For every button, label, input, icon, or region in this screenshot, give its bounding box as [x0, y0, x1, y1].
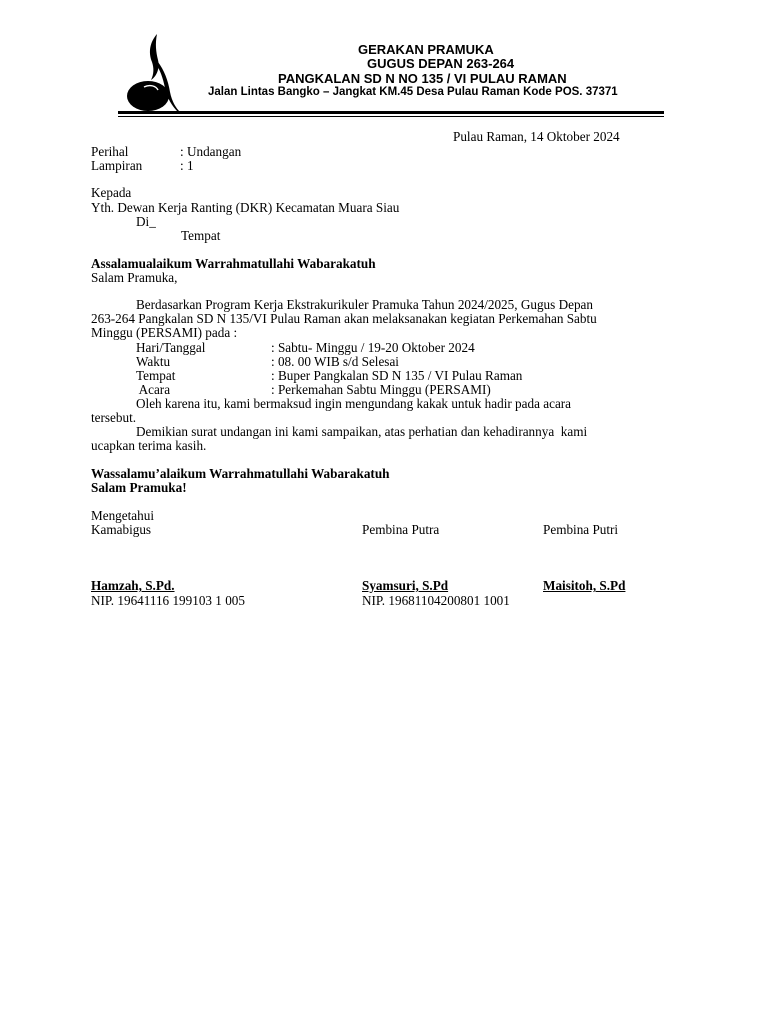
pembina-putra-nip: NIP. 19681104200801 1001: [362, 593, 510, 608]
place-date: Pulau Raman, 14 Oktober 2024: [453, 129, 620, 144]
recipient-kepada: Kepada: [91, 185, 132, 200]
org-name: GERAKAN PRAMUKA: [358, 42, 494, 57]
letterhead-rule-thin: [118, 116, 664, 117]
perihal-label: Perihal: [91, 144, 129, 159]
kamabigus-title: Kamabigus: [91, 522, 152, 537]
tunas-kelapa-logo-icon: [124, 32, 184, 112]
pembina-putri-name: Maisitoh, S.Pd: [543, 578, 626, 593]
detail-value: : 08. 00 WIB s/d Selesai: [271, 354, 399, 369]
detail-value: : Buper Pangkalan SD N 135 / VI Pulau Raman: [271, 368, 523, 383]
detail-value: : Sabtu- Minggu / 19-20 Oktober 2024: [271, 340, 475, 355]
recipient-tempat: Tempat: [181, 228, 221, 243]
detail-label: Acara: [136, 382, 171, 397]
kamabigus-nip: NIP. 19641116 199103 1 005: [91, 593, 245, 608]
greeting-salam: Assalamualaikum Warrahmatullahi Wabarakatuh: [91, 256, 376, 271]
invite-line-2: tersebut.: [91, 410, 137, 425]
greeting-pramuka: Salam Pramuka,: [91, 270, 178, 285]
mengetahui-label: Mengetahui: [91, 508, 154, 523]
letterhead-address: Jalan Lintas Bangko – Jangkat KM.45 Desa Pulau Raman Kode POS. 37371: [208, 86, 618, 98]
intro-line-1: Berdasarkan Program Kerja Ekstrakurikuler Pramuka Tahun 2024/2025, Gugus Depan: [136, 297, 593, 312]
detail-value: : Perkemahan Sabtu Minggu (PERSAMI): [271, 382, 491, 397]
kamabigus-name: Hamzah, S.Pd.: [91, 578, 175, 593]
detail-label: Tempat: [136, 368, 176, 383]
intro-line-2: 263-264 Pangkalan SD N 135/VI Pulau Raman akan melaksanakan kegiatan Perkemahan Sabtu: [91, 311, 597, 326]
detail-label: Waktu: [136, 354, 171, 369]
recipient-di: Di_: [136, 214, 156, 229]
lampiran-value: : 1: [180, 158, 194, 173]
intro-line-3: Minggu (PERSAMI) pada :: [91, 325, 238, 340]
perihal-value: : Undangan: [180, 144, 242, 159]
gugus-name: GUGUS DEPAN 263-264: [367, 56, 515, 71]
invite-line-1: Oleh karena itu, kami bermaksud ingin mengundang kakak untuk hadir pada acara: [136, 396, 572, 411]
pembina-putra-name: Syamsuri, S.Pd: [362, 578, 449, 593]
closing-line-1: Demikian surat undangan ini kami sampaikan, atas perhatian dan kehadirannya kami: [136, 424, 588, 439]
farewell-salam: Wassalamu’alaikum Warrahmatullahi Wabarakatuh: [91, 466, 390, 481]
pembina-putri-title: Pembina Putri: [543, 522, 619, 537]
detail-label: Hari/Tanggal: [136, 340, 206, 355]
farewell-pramuka: Salam Pramuka!: [91, 480, 187, 495]
closing-line-2: ucapkan terima kasih.: [91, 438, 207, 453]
lampiran-label: Lampiran: [91, 158, 143, 173]
recipient-yth: Yth. Dewan Kerja Ranting (DKR) Kecamatan Muara Siau: [91, 200, 400, 215]
pangkalan-name: PANGKALAN SD N NO 135 / VI PULAU RAMAN: [278, 71, 567, 86]
letterhead-rule: [118, 111, 664, 114]
pembina-putra-title: Pembina Putra: [362, 522, 440, 537]
